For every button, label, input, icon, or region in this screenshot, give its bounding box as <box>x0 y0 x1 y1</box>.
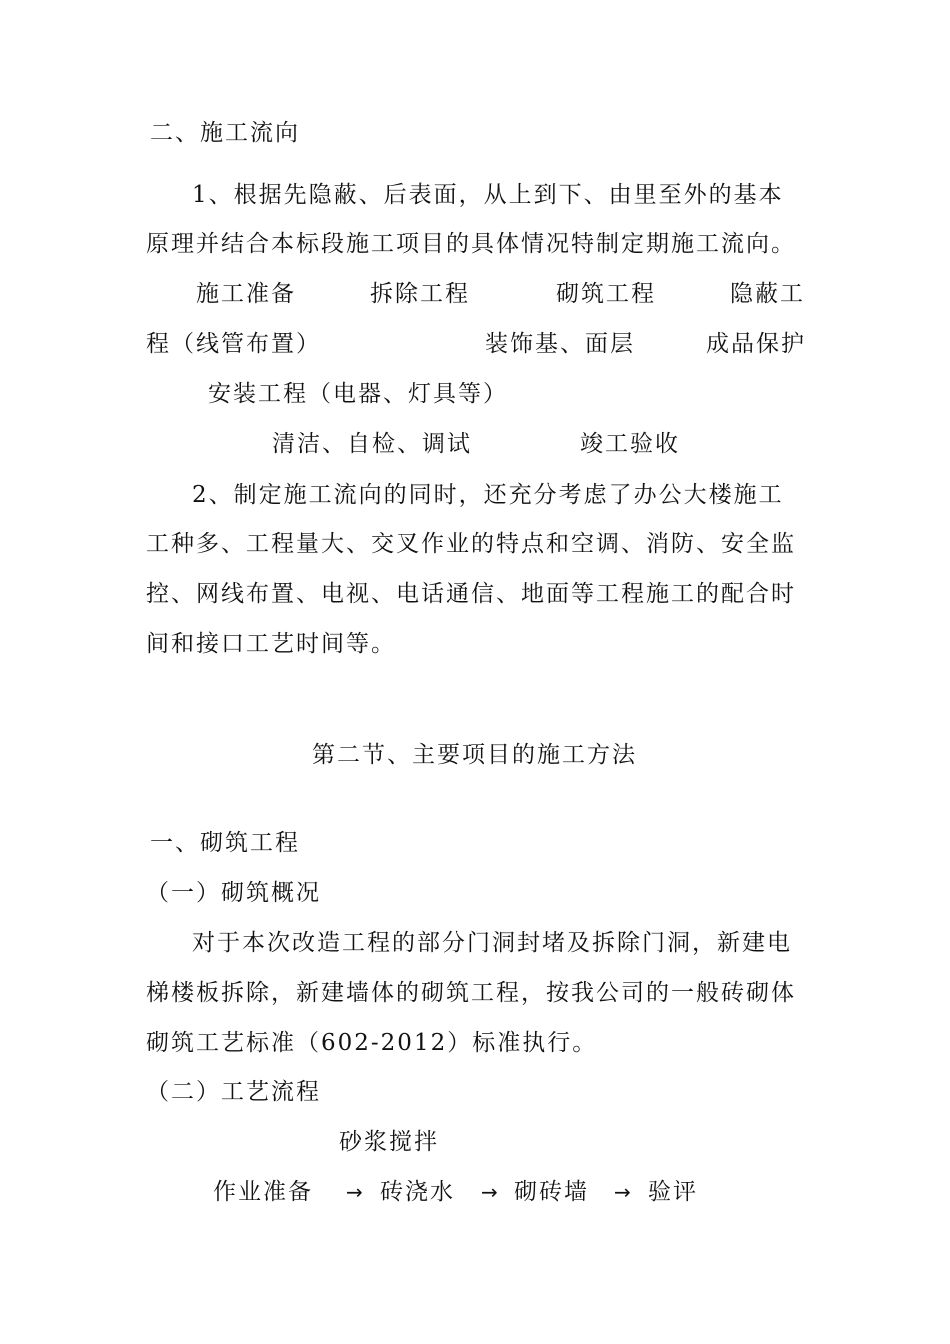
flow-step: 砖浇水 <box>380 1179 455 1205</box>
arrow-right-icon: → <box>614 1180 631 1204</box>
paragraph-line: 控、网线布置、电视、电话通信、地面等工程施工的配合时 <box>146 581 796 607</box>
chapter-title: 第二节、主要项目的施工方法 <box>312 742 637 768</box>
paragraph-line: 工种多、工程量大、交叉作业的特点和空调、消防、安全监 <box>146 531 796 557</box>
flow-step: 验评 <box>648 1179 698 1205</box>
flow-step: 施工准备 <box>196 281 296 307</box>
paragraph-line: 原理并结合本标段施工项目的具体情况特制定期施工流向。 <box>146 231 796 257</box>
subsection-heading-overview: （一）砌筑概况 <box>146 880 321 906</box>
flow-step: 隐蔽工 <box>730 281 805 307</box>
paragraph-line: 间和接口工艺时间等。 <box>146 631 396 657</box>
flow-step: 清洁、自检、调试 <box>272 431 472 457</box>
paragraph-line: 梯楼板拆除，新建墙体的砌筑工程，按我公司的一般砖砌体 <box>146 980 796 1006</box>
flow-step: 作业准备 <box>213 1179 313 1205</box>
paragraph-line: 2、制定施工流向的同时，还充分考虑了办公大楼施工 <box>192 482 784 508</box>
subsection-heading-process-flow: （二）工艺流程 <box>146 1079 321 1105</box>
section-heading-construction-flow: 二、施工流向 <box>150 120 300 146</box>
flow-step: 安装工程（电器、灯具等） <box>208 381 508 407</box>
flow-step: 装饰基、面层 <box>485 331 635 357</box>
paragraph-line: 1、根据先隐蔽、后表面，从上到下、由里至外的基本 <box>192 182 784 208</box>
arrow-right-icon: → <box>481 1180 498 1204</box>
paragraph-line: 砌筑工艺标准（602-2012）标准执行。 <box>146 1030 598 1056</box>
arrow-right-icon: → <box>346 1180 363 1204</box>
flow-step: 程（线管布置） <box>146 331 321 357</box>
flow-top-label: 砂浆搅拌 <box>339 1129 439 1155</box>
flow-step: 拆除工程 <box>370 281 470 307</box>
flow-step: 砌砖墙 <box>514 1179 589 1205</box>
flow-step: 竣工验收 <box>580 431 680 457</box>
paragraph-line: 对于本次改造工程的部分门洞封堵及拆除门洞，新建电 <box>192 930 792 956</box>
flow-step: 成品保护 <box>706 331 806 357</box>
flow-step: 砌筑工程 <box>556 281 656 307</box>
section-heading-masonry: 一、砌筑工程 <box>150 830 300 856</box>
